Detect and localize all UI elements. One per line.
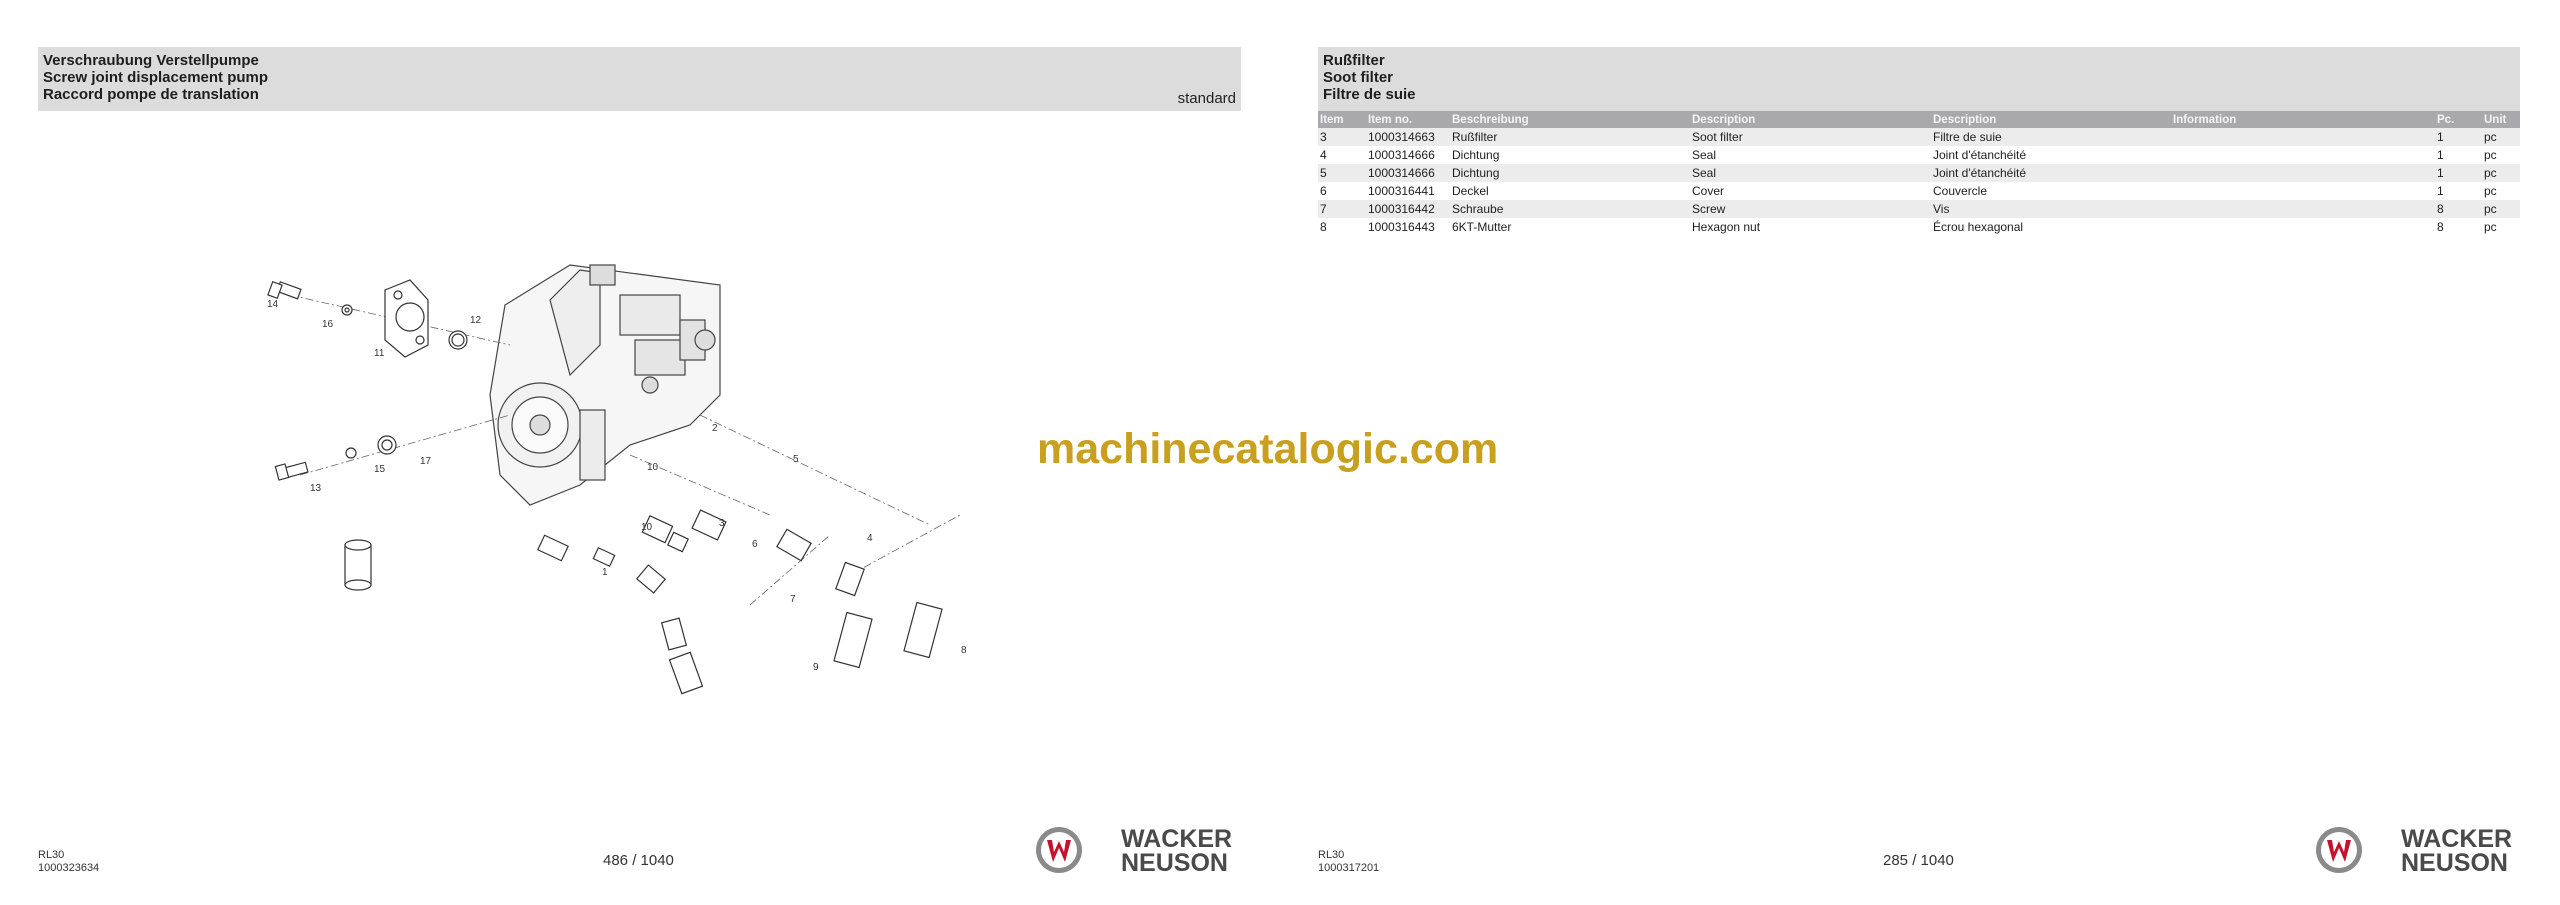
cell-de: 6KT-Mutter: [1450, 218, 1690, 236]
brand-line-2: NEUSON: [2401, 849, 2508, 877]
svg-text:7: 7: [790, 594, 796, 605]
variant-label: standard: [1177, 90, 1236, 107]
title-french: Raccord pompe de translation: [43, 86, 259, 103]
pump-body-drawing: [490, 265, 720, 505]
model-name: RL30: [38, 849, 65, 861]
cell-item-no: 1000316441: [1366, 182, 1450, 200]
cell-item: 6: [1318, 182, 1366, 200]
cell-item-no: 1000316443: [1366, 218, 1450, 236]
cell-item-no: 1000314663: [1366, 128, 1450, 146]
cell-item-no: 1000314666: [1366, 164, 1450, 182]
title-english: Soot filter: [1323, 69, 1393, 86]
col-description-fr: Description: [1931, 111, 2171, 128]
cell-de: Deckel: [1450, 182, 1690, 200]
cell-de: Schraube: [1450, 200, 1690, 218]
table-row: [1318, 182, 2520, 200]
cell-en: Seal: [1690, 146, 1931, 164]
wacker-neuson-logo: [2315, 823, 2525, 877]
cell-info: [2171, 146, 2435, 164]
cell-fr: Joint d'étanchéité: [1931, 164, 2171, 182]
cell-pc: 8: [2435, 200, 2482, 218]
footer-model-code: [1318, 849, 1379, 875]
wacker-neuson-logo: [1035, 823, 1245, 877]
table-row: [1318, 218, 2520, 236]
part-fitting: [345, 540, 371, 590]
col-information: Information: [2171, 111, 2435, 128]
cell-item-no: 1000316442: [1366, 200, 1450, 218]
cell-de: Rußfilter: [1450, 128, 1690, 146]
cell-fr: Couvercle: [1931, 182, 2171, 200]
cell-fr: Filtre de suie: [1931, 128, 2171, 146]
part-flange: [385, 280, 428, 357]
cell-en: Seal: [1690, 164, 1931, 182]
cell-info: [2171, 200, 2435, 218]
table-row: [1318, 146, 2520, 164]
svg-text:9: 9: [813, 662, 819, 673]
col-item-no: Item no.: [1366, 111, 1450, 128]
svg-text:5: 5: [793, 454, 799, 465]
cell-en: Screw: [1690, 200, 1931, 218]
title-english: Screw joint displacement pump: [43, 69, 269, 86]
cell-pc: 1: [2435, 128, 2482, 146]
cell-item: 7: [1318, 200, 1366, 218]
cell-item: 4: [1318, 146, 1366, 164]
svg-text:11: 11: [374, 348, 385, 359]
cell-fr: Écrou hexagonal: [1931, 218, 2171, 236]
svg-text:6: 6: [752, 539, 758, 550]
cell-de: Dichtung: [1450, 146, 1690, 164]
cell-info: [2171, 218, 2435, 236]
cell-en: Hexagon nut: [1690, 218, 1931, 236]
cell-info: [2171, 128, 2435, 146]
cell-unit: pc: [2482, 182, 2520, 200]
svg-text:14: 14: [267, 299, 279, 310]
svg-text:10: 10: [647, 462, 659, 473]
cell-de: Dichtung: [1450, 164, 1690, 182]
svg-text:4: 4: [867, 533, 873, 544]
cell-item-no: 1000314666: [1366, 146, 1450, 164]
svg-text:8: 8: [961, 645, 967, 656]
parts-table: [1318, 111, 2520, 236]
svg-text:3: 3: [719, 518, 725, 529]
col-unit: Unit: [2482, 111, 2520, 128]
brand-w-icon: [1035, 826, 1083, 874]
svg-text:16: 16: [322, 319, 334, 330]
cell-fr: Joint d'étanchéité: [1931, 146, 2171, 164]
footer-model-code: [38, 849, 99, 875]
cell-en: Cover: [1690, 182, 1931, 200]
cell-unit: pc: [2482, 218, 2520, 236]
table-row: [1318, 128, 2520, 146]
cell-item: 3: [1318, 128, 1366, 146]
col-beschreibung: Beschreibung: [1450, 111, 1690, 128]
document-code: 1000317201: [1318, 862, 1380, 874]
cell-pc: 1: [2435, 146, 2482, 164]
section-header: [38, 47, 1241, 111]
title-french: Filtre de suie: [1323, 86, 1416, 103]
table-row: [1318, 200, 2520, 218]
brand-line-2: NEUSON: [1121, 849, 1228, 877]
brand-w-icon: [2315, 826, 2363, 874]
document-code: 1000323634: [38, 862, 100, 874]
cell-unit: pc: [2482, 128, 2520, 146]
svg-text:13: 13: [310, 483, 322, 494]
exploded-parts-diagram: [250, 245, 1030, 695]
svg-text:17: 17: [420, 456, 432, 467]
brand-line-1: WACKER: [1121, 825, 1233, 853]
svg-text:12: 12: [470, 315, 482, 326]
title-german: Verschraubung Verstellpumpe: [43, 52, 259, 69]
section-header: [1318, 47, 2520, 111]
cell-unit: pc: [2482, 146, 2520, 164]
table-header-row: [1318, 111, 2520, 128]
cell-unit: pc: [2482, 200, 2520, 218]
title-german: Rußfilter: [1323, 52, 1385, 69]
cell-pc: 8: [2435, 218, 2482, 236]
watermark-text: machinecatalogic.com: [1037, 425, 1499, 473]
page-number: 486 / 1040: [603, 852, 674, 869]
svg-text:15: 15: [374, 464, 386, 475]
cell-item: 8: [1318, 218, 1366, 236]
table-row: [1318, 164, 2520, 182]
part-bolt: [268, 282, 301, 299]
svg-text:1: 1: [602, 567, 608, 578]
col-description-en: Description: [1690, 111, 1931, 128]
cell-pc: 1: [2435, 182, 2482, 200]
svg-text:2: 2: [712, 423, 718, 434]
cell-info: [2171, 164, 2435, 182]
cell-unit: pc: [2482, 164, 2520, 182]
cell-fr: Vis: [1931, 200, 2171, 218]
page-number: 285 / 1040: [1883, 852, 1954, 869]
brand-line-1: WACKER: [2401, 825, 2513, 853]
cell-en: Soot filter: [1690, 128, 1931, 146]
cell-pc: 1: [2435, 164, 2482, 182]
cell-item: 5: [1318, 164, 1366, 182]
model-name: RL30: [1318, 849, 1345, 861]
col-pc: Pc.: [2435, 111, 2482, 128]
col-item: Item: [1318, 111, 1366, 128]
cell-info: [2171, 182, 2435, 200]
svg-text:10: 10: [641, 522, 653, 533]
